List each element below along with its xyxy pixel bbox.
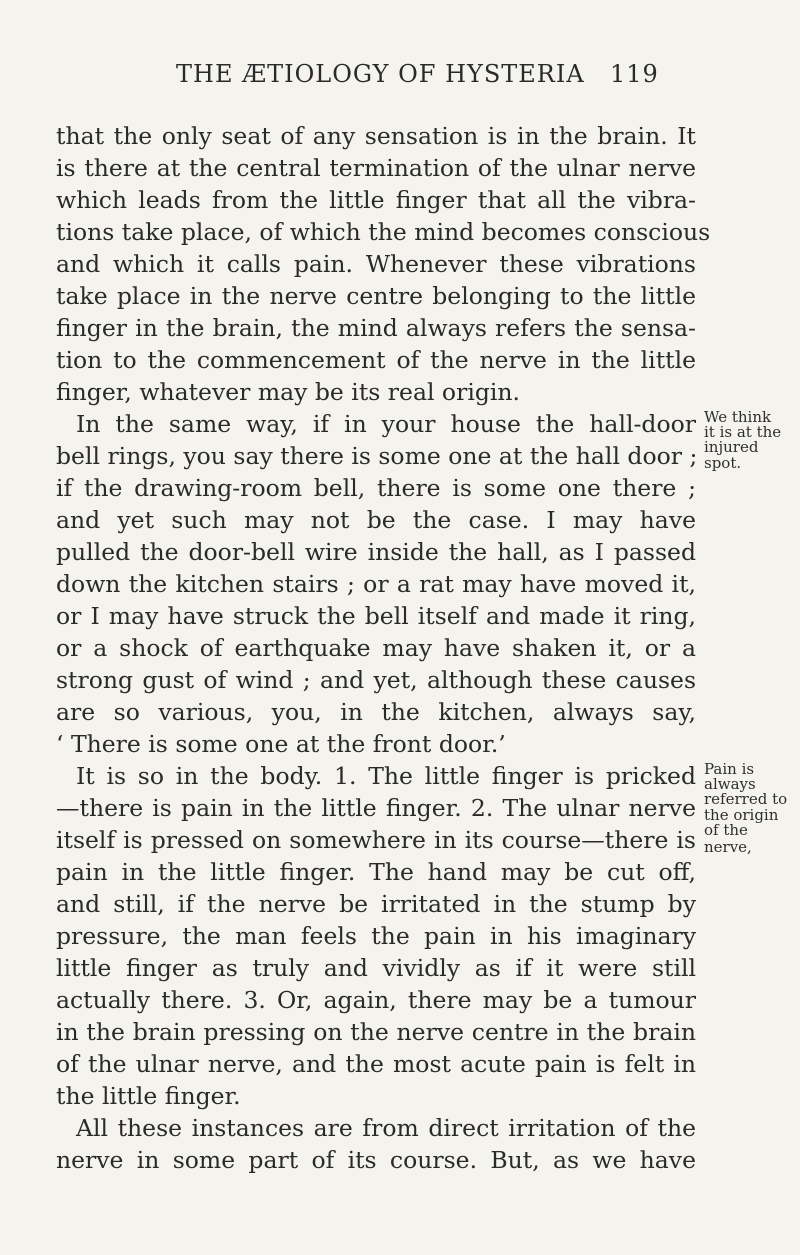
text-line: which leads from the little finger that all the vibra- [56,186,696,214]
text-line: are so various, you, in the kitchen, always say, [56,698,696,726]
margin-note-line: nerve, [704,838,752,856]
running-title: THE ÆTIOLOGY OF HYSTERIA [176,60,585,88]
text-line: or a shock of earthquake may have shaken it, or a [56,634,696,662]
text-line: that the only seat of any sensation is in the brain. It [56,122,696,150]
text-line: tions take place, of which the mind becomes conscious [56,218,711,246]
text-line: in the brain pressing on the nerve centre in the brain [56,1018,696,1046]
margin-note-line: We think [704,408,772,426]
margin-note-line: always [704,775,756,793]
text-line: is there at the central termination of the ulnar nerve [56,154,696,182]
text-line: bell rings, you say there is some one at the hall door ; [56,442,698,470]
text-line: take place in the nerve centre belonging to the little [56,282,696,310]
text-line: All these instances are from direct irritation of the [76,1114,696,1142]
text-line: nerve in some part of its course. But, as we have [56,1146,696,1174]
text-line: and still, if the nerve be irritated in the stump by [56,890,696,918]
text-line: of the ulnar nerve, and the most acute pain is felt in [56,1050,696,1078]
text-line: tion to the commencement of the nerve in the little [56,346,696,374]
text-line: —there is pain in the little finger. 2. The ulnar nerve [56,794,696,822]
text-line: pain in the little finger. The hand may be cut off, [56,858,696,886]
body-text [0,120,800,1240]
text-line: strong gust of wind ; and yet, although these causes [56,666,696,694]
text-line: It is so in the body. 1. The little finger is pricked [76,762,696,790]
text-line: ‘ There is some one at the front door.’ [56,730,506,758]
text-line: if the drawing-room bell, there is some one there ; [56,474,696,502]
text-line: or I may have struck the bell itself and made it ring, [56,602,696,630]
running-header [0,58,800,98]
margin-note-line: Pain is [704,760,755,778]
margin-note-line: the origin [704,806,779,824]
text-line: finger, whatever may be its real origin. [56,378,520,406]
text-line: pressure, the man feels the pain in his imaginary [56,922,696,950]
text-line: and yet such may not be the case. I may have [56,506,696,534]
text-line: finger in the brain, the mind always refers the sensa- [56,314,696,342]
text-line: actually there. 3. Or, again, there may be a tumour [56,986,696,1014]
text-line: and which it calls pain. Whenever these vibrations [56,250,696,278]
text-line: pulled the door-bell wire inside the hall, as I passed [56,538,696,566]
text-line: the little finger. [56,1082,241,1110]
margin-note-line: it is at the [704,423,782,441]
text-line: down the kitchen stairs ; or a rat may have moved it, [56,570,696,598]
text-line: little finger as truly and vividly as if it were still [56,954,696,982]
page-number: 119 [610,60,659,88]
margin-note-line: spot. [704,454,742,472]
margin-note-line: referred to [704,790,788,808]
text-line: In the same way, if in your house the hall-door [76,410,696,438]
margin-note-line: injured [704,438,759,456]
text-line: itself is pressed on somewhere in its course—there is [56,826,696,854]
margin-note-line: of the [704,821,748,839]
